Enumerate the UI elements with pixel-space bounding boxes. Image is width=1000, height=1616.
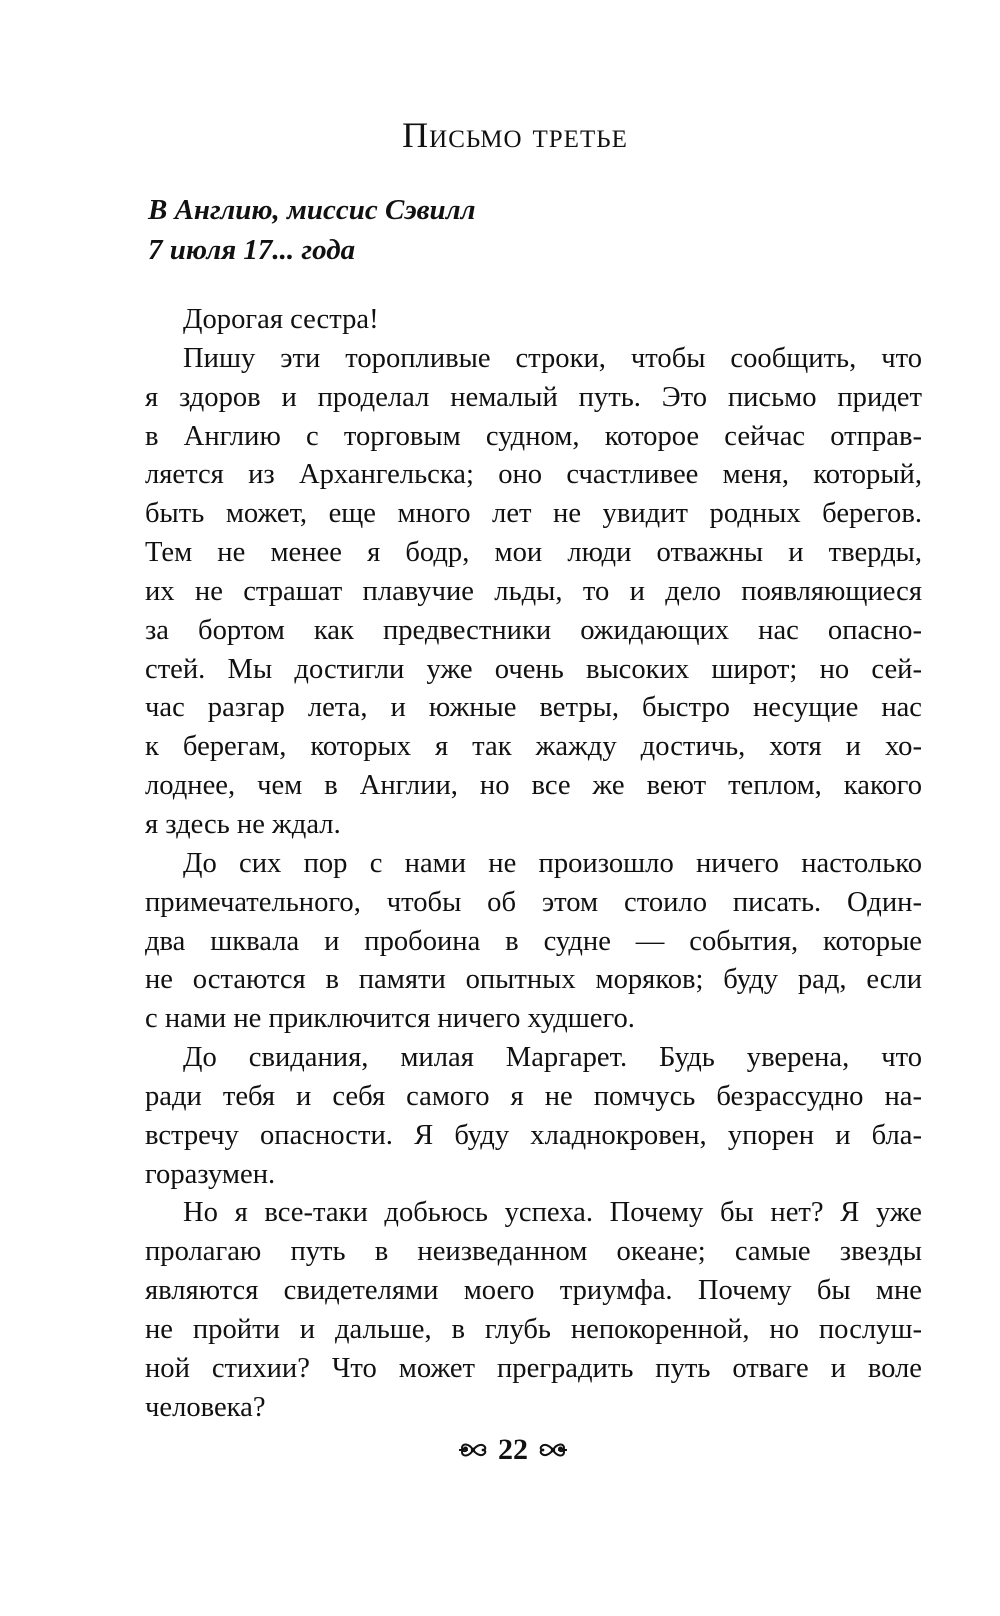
text-line: не пройти и дальше, в глубь непокоренной, но послуш-	[145, 1313, 922, 1345]
text-line: быть может, еще много лет не увидит родных берегов.	[145, 498, 922, 530]
text-line: встречу опасности. Я буду хладнокровен, упорен и бла-	[145, 1119, 922, 1151]
letter-body	[145, 301, 922, 1427]
text-line: До сих пор с нами не произошло ничего настолько	[183, 847, 922, 879]
page-footer	[0, 1433, 1000, 1467]
text-line: Тем не менее я бодр, мои люди отважны и тверды,	[145, 537, 922, 569]
text-line: лоднее, чем в Англии, но все же веют теплом, какого	[145, 770, 922, 802]
floral-ornament-icon	[538, 1439, 568, 1461]
text-line: Дорогая сестра!	[183, 304, 379, 335]
floral-ornament-icon	[458, 1439, 488, 1461]
text-line: за бортом как предвестники ожидающих нас опасно-	[145, 614, 922, 646]
letter-address	[148, 190, 475, 270]
text-line: До свидания, милая Маргарет. Будь уверена, что	[183, 1042, 922, 1074]
text-line: ной стихии? Что может преградить путь отваге и воле	[145, 1352, 922, 1384]
chapter-title: Письмо третье	[402, 115, 628, 155]
page-number: 22	[498, 1433, 528, 1466]
text-line: примечательного, чтобы об этом стоило писать. Один-	[145, 886, 922, 918]
text-line: в Англию с торговым судном, которое сейчас отправ-	[145, 420, 922, 452]
text-line: к берегам, которых я так жажду достичь, хотя и хо-	[145, 731, 922, 763]
text-line: ляется из Архангельска; оно счастливее меня, который,	[145, 459, 922, 491]
text-line: стей. Мы достигли уже очень высоких широт; но сей-	[145, 653, 922, 685]
text-line: Но я все-таки добьюсь успеха. Почему бы нет? Я уже	[183, 1197, 922, 1229]
letter-recipient: В Англию, миссис Сэвилл	[148, 194, 476, 226]
text-line: являются свидетелями моего триумфа. Почему бы мне	[145, 1275, 922, 1307]
text-line: ради тебя и себя самого я не помчусь безрассудно на-	[145, 1080, 922, 1112]
text-line: их не страшат плавучие льды, то и дело появляющиеся	[145, 575, 922, 607]
text-line: час разгар лета, и южные ветры, быстро несущие нас	[145, 692, 922, 724]
text-line: не остаются в памяти опытных моряков; буду рад, если	[145, 964, 922, 996]
letter-date: 7 июля 17... года	[148, 234, 356, 266]
text-line: с нами не приключится ничего худшего.	[145, 1003, 635, 1035]
text-line: пролагаю путь в неизведанном океане; самые звезды	[145, 1236, 922, 1268]
text-line: два шквала и пробоина в судне — события, которые	[145, 925, 922, 957]
text-line: человека?	[145, 1391, 266, 1423]
text-line: горазумен.	[145, 1158, 276, 1190]
text-line: Пишу эти торопливые строки, чтобы сообщить, что	[183, 342, 922, 374]
text-line: я здоров и проделал немалый путь. Это письмо придет	[145, 381, 922, 413]
text-line: я здесь не ждал.	[145, 808, 341, 840]
